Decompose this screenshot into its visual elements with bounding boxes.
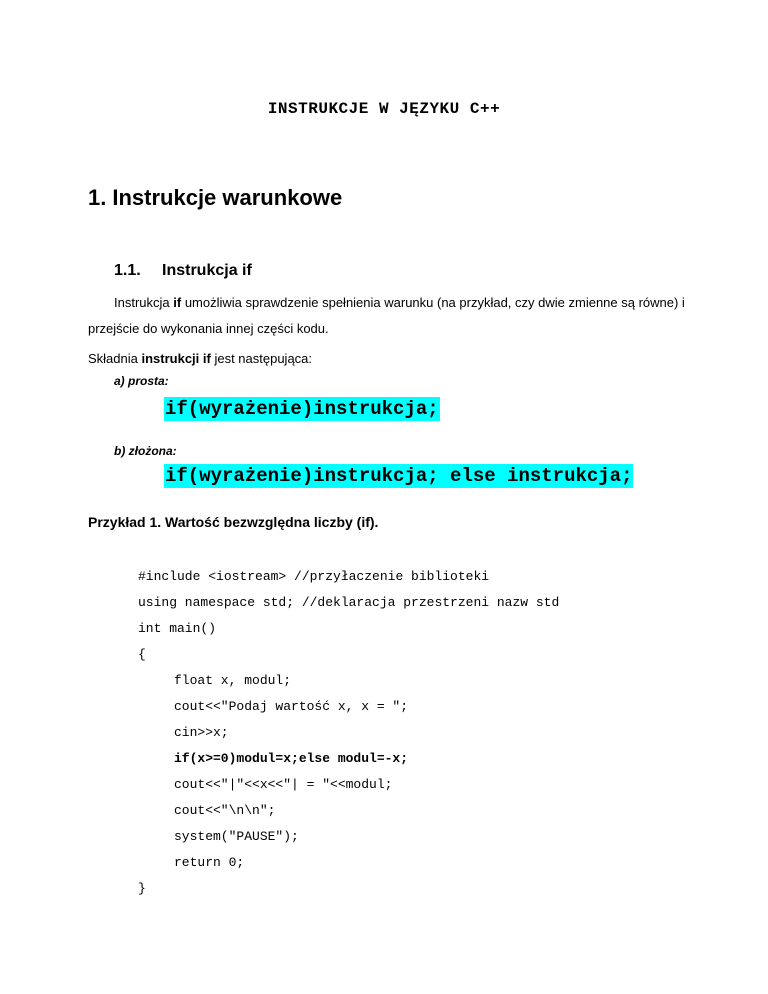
section-heading	[88, 185, 342, 211]
code-line: cout<<"|"<<x<<"| = "<<modul;	[174, 777, 393, 792]
code-line: float x, modul;	[174, 673, 292, 688]
code-line: return 0;	[174, 855, 245, 870]
variant-a-label: a) prosta:	[114, 374, 169, 388]
subsection-number: 1.1.	[114, 262, 141, 279]
document-title: INSTRUKCJE W JĘZYKU C++	[267, 100, 501, 118]
intro-paragraph	[88, 290, 688, 342]
code-line: }	[138, 881, 146, 896]
code-line: cin>>x;	[174, 725, 229, 740]
syntax-keyword: instrukcji if	[141, 351, 211, 366]
subsection-title: Instrukcja if	[162, 262, 252, 279]
syntax-text-pre: Składnia	[88, 351, 142, 366]
code-line: #include <iostream> //przyłaczenie biblioteki	[138, 569, 490, 584]
syntax-paragraph	[88, 346, 688, 372]
code-line: int main()	[138, 621, 217, 636]
variant-b-label: b) złożona:	[114, 444, 177, 458]
intro-keyword: if	[173, 295, 182, 310]
code-line: using namespace std; //deklaracja przestrzeni nazw std	[138, 595, 560, 610]
code-line: system("PAUSE");	[174, 829, 299, 844]
intro-text-pre: Instrukcja	[114, 295, 174, 310]
syntax-text-post: jest następująca:	[210, 351, 313, 366]
variant-b-syntax: if(wyrażenie)instrukcja; else instrukcja;	[165, 465, 633, 487]
example-title: Przykład 1. Wartość bezwzględna liczby (if).	[88, 514, 379, 530]
section-title: Instrukcje warunkowe	[112, 185, 343, 210]
variant-a-syntax: if(wyrażenie)instrukcja;	[165, 398, 439, 420]
intro-text-post: umożliwia sprawdzenie spełnienia warunku (na przykład, czy dwie zmienne są równe) i przejście do wykonania innej części kodu.	[88, 295, 685, 336]
code-line: {	[138, 647, 146, 662]
section-number: 1.	[88, 185, 107, 210]
subsection-heading	[114, 262, 252, 280]
code-line: cout<<"Podaj wartość x, x = ";	[174, 699, 409, 714]
code-listing	[138, 564, 559, 902]
code-line: cout<<"\n\n";	[174, 803, 276, 818]
code-line-highlighted: if(x>=0)modul=x;else modul=-x;	[174, 751, 409, 766]
